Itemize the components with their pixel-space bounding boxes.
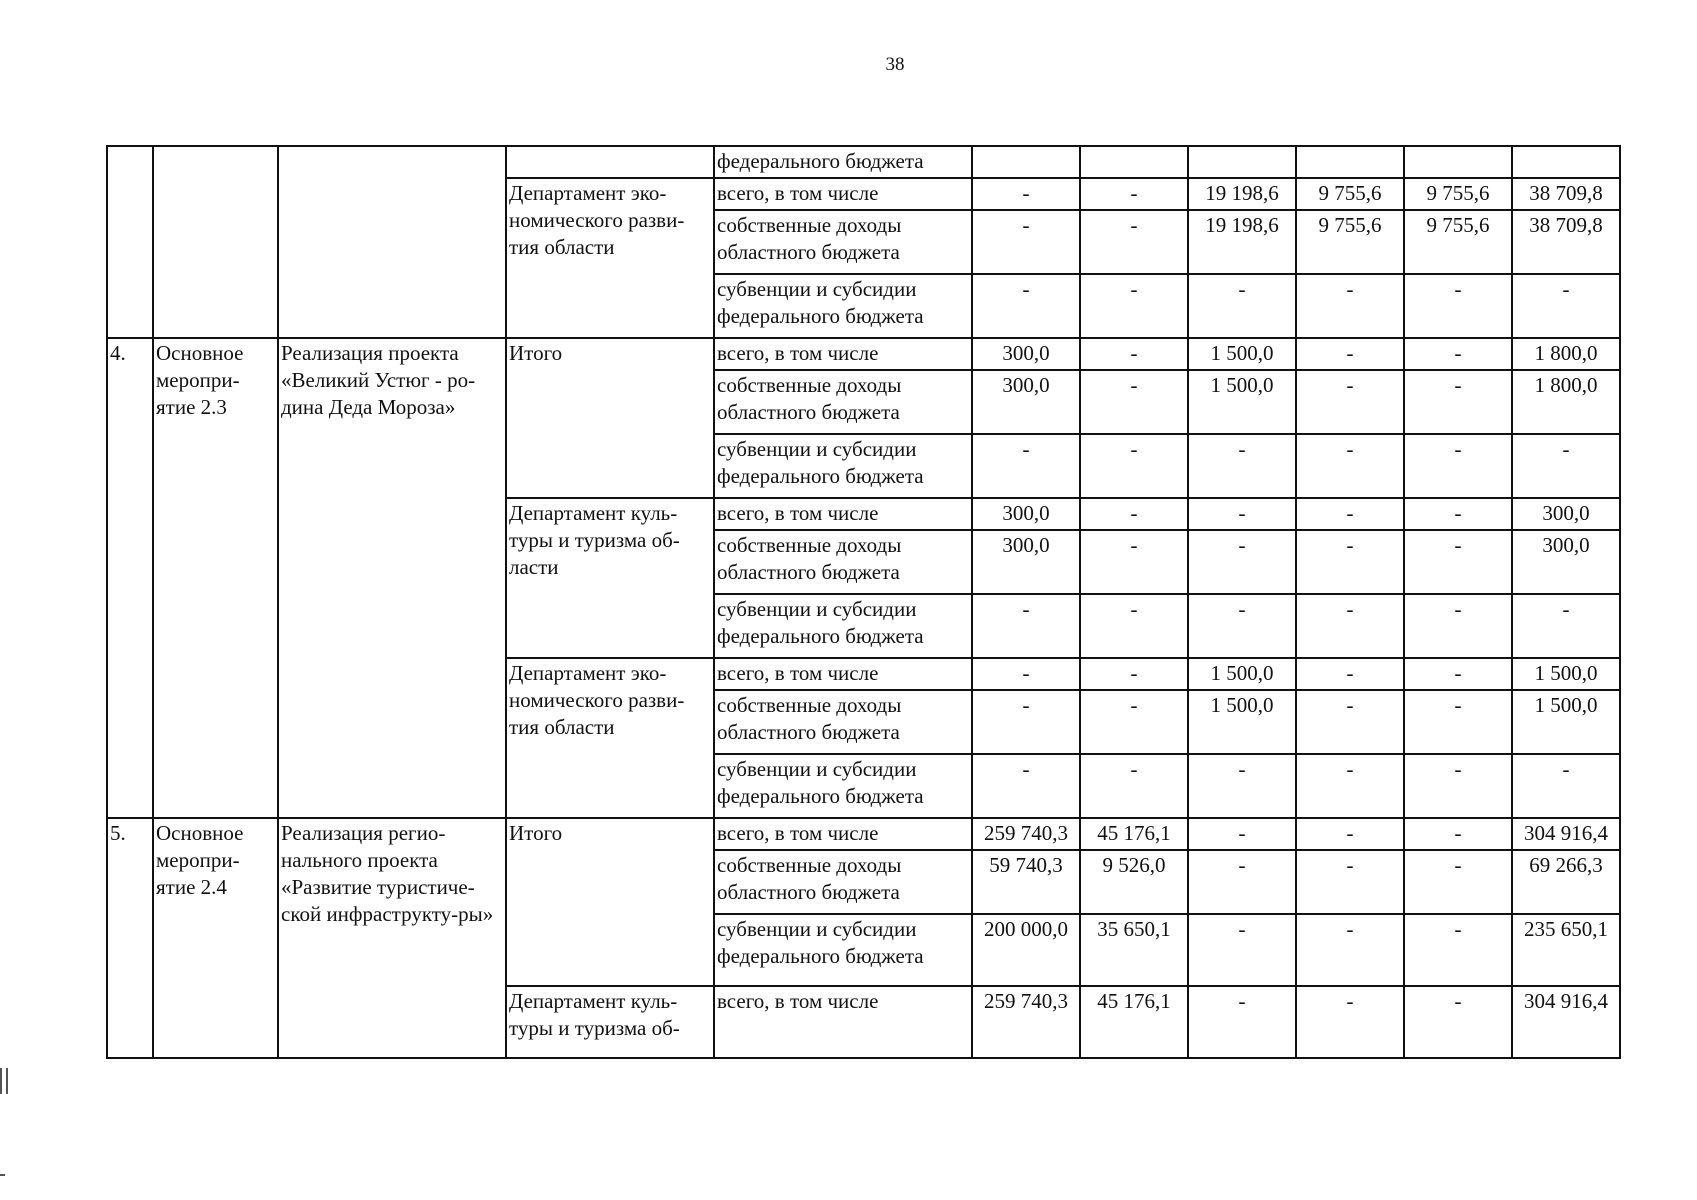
cell-value: - <box>1512 754 1620 818</box>
cell-value: 1 800,0 <box>1512 338 1620 370</box>
cell-value: 9 755,6 <box>1404 210 1512 274</box>
cell-value: - <box>1296 690 1404 754</box>
cell-value: - <box>1080 338 1188 370</box>
cell-value: - <box>1296 370 1404 434</box>
cell-value <box>972 146 1080 178</box>
table-row <box>107 818 1620 850</box>
cell-value: 300,0 <box>1512 498 1620 530</box>
cell-value: - <box>1512 274 1620 338</box>
cell-value: - <box>1296 850 1404 914</box>
cell-value: - <box>1188 498 1296 530</box>
cell-value: - <box>1404 338 1512 370</box>
table-row <box>107 338 1620 370</box>
cell-value: 9 755,6 <box>1404 178 1512 210</box>
cell-value: - <box>1188 274 1296 338</box>
cell-number <box>107 146 153 338</box>
cell-value: - <box>972 754 1080 818</box>
cell-value: - <box>1404 658 1512 690</box>
cell-funding-type: всего, в том числе <box>714 338 972 370</box>
cell-value: 235 650,1 <box>1512 914 1620 986</box>
cell-value: - <box>1080 498 1188 530</box>
cell-value: 1 500,0 <box>1512 690 1620 754</box>
cell-funding-type: субвенции и субсидии федерального бюджета <box>714 754 972 818</box>
cell-value: 300,0 <box>972 370 1080 434</box>
cell-value: - <box>1512 594 1620 658</box>
cell-value: 300,0 <box>972 338 1080 370</box>
cell-value: 19 198,6 <box>1188 210 1296 274</box>
cell-value: - <box>1080 690 1188 754</box>
cell-value: - <box>1404 594 1512 658</box>
cell-value: 9 526,0 <box>1080 850 1188 914</box>
cell-value <box>1080 146 1188 178</box>
cell-funding-type: всего, в том числе <box>714 658 972 690</box>
cell-value: - <box>1188 818 1296 850</box>
cell-value: 45 176,1 <box>1080 818 1188 850</box>
cell-value: - <box>1080 530 1188 594</box>
cell-value: 38 709,8 <box>1512 210 1620 274</box>
cell-value: 200 000,0 <box>972 914 1080 986</box>
cell-value: - <box>1404 274 1512 338</box>
cell-value: - <box>1188 594 1296 658</box>
scan-artifact <box>0 1174 5 1176</box>
cell-value: - <box>1080 274 1188 338</box>
cell-value: - <box>1404 434 1512 498</box>
cell-funding-type: собственные доходы областного бюджета <box>714 530 972 594</box>
cell-funding-type: всего, в том числе <box>714 498 972 530</box>
cell-value <box>1296 146 1404 178</box>
cell-value: 304 916,4 <box>1512 986 1620 1058</box>
cell-value: - <box>1188 754 1296 818</box>
cell-activity <box>153 146 278 338</box>
cell-project <box>278 146 506 338</box>
cell-project: Реализация регио-нального проекта «Развитие туристиче-ской инфраструкту-ры» <box>278 818 506 1058</box>
scan-artifact <box>0 1068 8 1094</box>
cell-executor: Департамент куль-туры и туризма об- <box>506 986 714 1058</box>
cell-value: 59 740,3 <box>972 850 1080 914</box>
cell-value: - <box>1296 754 1404 818</box>
cell-value: 259 740,3 <box>972 986 1080 1058</box>
cell-value: - <box>1296 434 1404 498</box>
cell-value: - <box>1404 986 1512 1058</box>
cell-value: 1 500,0 <box>1512 658 1620 690</box>
budget-table <box>106 145 1621 1059</box>
cell-value: - <box>1080 754 1188 818</box>
cell-funding-type: субвенции и субсидии федерального бюджета <box>714 594 972 658</box>
cell-value: 300,0 <box>1512 530 1620 594</box>
cell-value: 19 198,6 <box>1188 178 1296 210</box>
cell-value: 300,0 <box>972 498 1080 530</box>
cell-value: - <box>1080 210 1188 274</box>
cell-number: 4. <box>107 338 153 818</box>
cell-executor: Департамент эко-номического разви-тия области <box>506 658 714 818</box>
cell-value: - <box>1404 754 1512 818</box>
cell-funding-type: собственные доходы областного бюджета <box>714 370 972 434</box>
cell-value: - <box>1296 338 1404 370</box>
cell-value: - <box>972 658 1080 690</box>
cell-executor: Итого <box>506 818 714 986</box>
cell-value: - <box>1188 914 1296 986</box>
cell-funding-type: собственные доходы областного бюджета <box>714 850 972 914</box>
cell-value: 69 266,3 <box>1512 850 1620 914</box>
cell-value: 9 755,6 <box>1296 178 1404 210</box>
cell-value: - <box>1080 178 1188 210</box>
cell-value: 1 500,0 <box>1188 658 1296 690</box>
table-row <box>107 146 1620 178</box>
cell-executor <box>506 146 714 178</box>
cell-value <box>1512 146 1620 178</box>
cell-value: - <box>1296 594 1404 658</box>
cell-value: 38 709,8 <box>1512 178 1620 210</box>
cell-value: - <box>1404 818 1512 850</box>
cell-value: 1 500,0 <box>1188 338 1296 370</box>
cell-value: - <box>1296 914 1404 986</box>
cell-value: 9 755,6 <box>1296 210 1404 274</box>
table-body <box>107 146 1620 1058</box>
cell-executor: Департамент эко-номического разви-тия области <box>506 178 714 338</box>
cell-value <box>1188 146 1296 178</box>
cell-value: - <box>1080 658 1188 690</box>
page-number: 38 <box>885 54 905 75</box>
cell-value: - <box>1188 434 1296 498</box>
cell-value: 1 500,0 <box>1188 690 1296 754</box>
cell-funding-type: всего, в том числе <box>714 818 972 850</box>
cell-project: Реализация проекта «Великий Устюг - ро-дина Деда Мороза» <box>278 338 506 818</box>
cell-value: 300,0 <box>972 530 1080 594</box>
cell-funding-type: собственные доходы областного бюджета <box>714 690 972 754</box>
cell-funding-type: федерального бюджета <box>714 146 972 178</box>
cell-value: 1 500,0 <box>1188 370 1296 434</box>
cell-funding-type: субвенции и субсидии федерального бюджета <box>714 434 972 498</box>
cell-value: - <box>1296 530 1404 594</box>
cell-value: - <box>1188 850 1296 914</box>
cell-value: - <box>1404 370 1512 434</box>
cell-number: 5. <box>107 818 153 1058</box>
cell-executor: Департамент куль-туры и туризма об-ласти <box>506 498 714 658</box>
cell-value: 304 916,4 <box>1512 818 1620 850</box>
cell-funding-type: всего, в том числе <box>714 986 972 1058</box>
cell-value: - <box>972 434 1080 498</box>
cell-value: - <box>972 690 1080 754</box>
cell-value: 35 650,1 <box>1080 914 1188 986</box>
cell-funding-type: собственные доходы областного бюджета <box>714 210 972 274</box>
cell-value: - <box>1296 818 1404 850</box>
cell-value: - <box>1404 690 1512 754</box>
cell-value: 1 800,0 <box>1512 370 1620 434</box>
cell-value: - <box>1188 986 1296 1058</box>
cell-value: - <box>1296 498 1404 530</box>
cell-value: 45 176,1 <box>1080 986 1188 1058</box>
cell-value <box>1404 146 1512 178</box>
cell-value: - <box>972 274 1080 338</box>
cell-value: - <box>972 594 1080 658</box>
cell-value: - <box>1296 986 1404 1058</box>
cell-value: - <box>972 178 1080 210</box>
cell-value: - <box>1404 498 1512 530</box>
cell-activity: Основное меропри-ятие 2.3 <box>153 338 278 818</box>
cell-funding-type: субвенции и субсидии федерального бюджета <box>714 914 972 986</box>
cell-value: - <box>1080 434 1188 498</box>
cell-funding-type: всего, в том числе <box>714 178 972 210</box>
cell-value: - <box>1188 530 1296 594</box>
cell-value: - <box>1404 530 1512 594</box>
cell-executor: Итого <box>506 338 714 498</box>
cell-funding-type: субвенции и субсидии федерального бюджета <box>714 274 972 338</box>
cell-value: - <box>1404 850 1512 914</box>
cell-value: - <box>1080 370 1188 434</box>
cell-activity: Основное меропри-ятие 2.4 <box>153 818 278 1058</box>
cell-value: - <box>1080 594 1188 658</box>
cell-value: - <box>972 210 1080 274</box>
cell-value: 259 740,3 <box>972 818 1080 850</box>
cell-value: - <box>1296 658 1404 690</box>
cell-value: - <box>1296 274 1404 338</box>
cell-value: - <box>1512 434 1620 498</box>
cell-value: - <box>1404 914 1512 986</box>
